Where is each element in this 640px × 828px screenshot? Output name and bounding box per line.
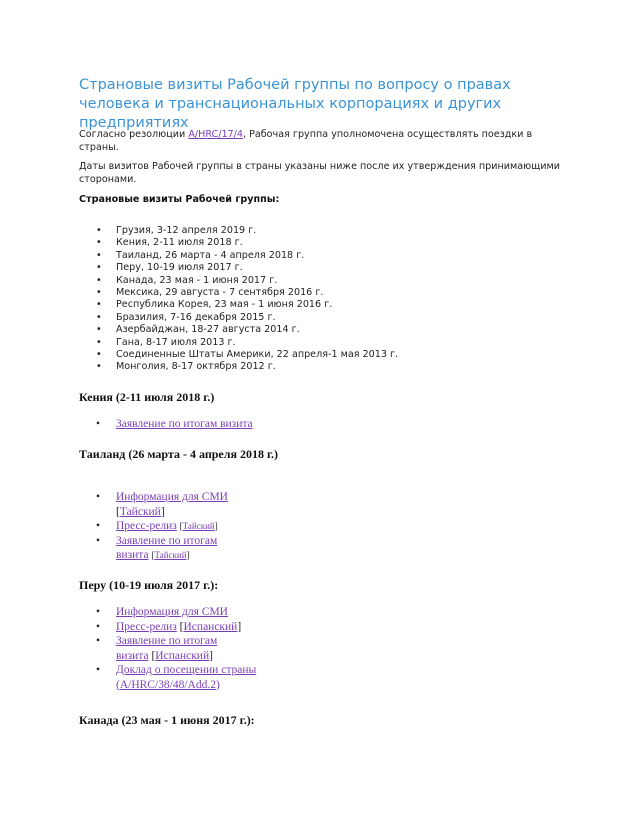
list-item: • Бразилия, 7-16 декабря 2015 г. <box>96 312 398 324</box>
list-item: • Канада, 23 мая - 1 июня 2017 г. <box>96 275 398 287</box>
list-item: • Монголия, 8-17 октября 2012 г. <box>96 361 398 373</box>
list-item: • Гана, 8-17 июля 2013 г. <box>96 337 398 349</box>
visits-list <box>96 225 398 374</box>
visits-heading: Страновые визиты Рабочей группы: <box>79 194 280 205</box>
list-item: • Заявление по итогам визита [Тайский] <box>96 534 236 563</box>
list-item: • Пресс-релиз [Испанский] <box>96 620 286 635</box>
list-item: • Пресс-релиз [Тайский] <box>96 519 236 534</box>
peru-statement-link[interactable]: Заявление по итогам визита <box>116 635 218 662</box>
dates-note: Даты визитов Рабочей группы в страны указаны ниже после их утверждения принимающими сторонами. <box>79 161 560 185</box>
peru-press-link[interactable]: Пресс-релиз <box>116 620 177 633</box>
kenya-statement-link[interactable]: Заявление по итогам визита <box>116 418 253 430</box>
list-item: • Информация для СМИ [Тайский] <box>96 490 236 519</box>
list-item: • Заявление по итогам визита [Испанский] <box>96 634 236 663</box>
thailand-media-link[interactable]: Информация для СМИ <box>116 491 228 503</box>
list-item <box>96 605 286 620</box>
canada-heading: Канада (23 мая - 1 июня 2017 г.): <box>79 713 255 727</box>
list-item: • Перу, 10-19 июля 2017 г. <box>96 262 398 274</box>
list-item: • Кения, 2-11 июля 2018 г. <box>96 237 398 249</box>
peru-media-link[interactable]: Информация для СМИ <box>116 606 228 618</box>
list-item: • Мексика, 29 августа - 7 сентября 2016 г. <box>96 287 398 299</box>
list-item <box>96 663 286 692</box>
intro-text-end: , Рабочая группа уполномочена осуществлять поездки в страны. <box>79 129 533 153</box>
kenya-links <box>96 417 296 432</box>
peru-statement-spanish-link[interactable]: Испанский <box>155 649 210 662</box>
kenya-heading: Кения (2-11 июля 2018 г.) <box>79 390 215 404</box>
peru-report-link[interactable]: Доклад о посещении страны (A/HRC/38/48/Add.2) <box>116 664 257 691</box>
page-title: Страновые визиты Рабочей группы по вопросу о правах человека и транснациональных корпорациях и других предприятиях <box>79 77 511 131</box>
list-item: • Азербайджан, 18-27 августа 2014 г. <box>96 324 398 336</box>
list-item: • Соединенные Штаты Америки, 22 апреля-1 мая 2013 г. <box>96 349 398 361</box>
peru-heading: Перу (10-19 июля 2017 г.): <box>79 578 219 592</box>
thailand-press-link[interactable]: Пресс-релиз <box>116 520 177 532</box>
thailand-statement-link[interactable]: Заявление по итогам визита <box>116 534 218 561</box>
peru-links <box>96 605 286 692</box>
list-item: • Грузия, 3-12 апреля 2019 г. <box>96 225 398 237</box>
intro-paragraph <box>79 128 569 154</box>
resolution-link[interactable]: A/HRC/17/4 <box>188 129 243 140</box>
thailand-statement-thai-link[interactable]: Тайский <box>154 550 187 560</box>
list-item <box>96 417 296 432</box>
intro-text: Согласно резолюции <box>79 129 189 140</box>
thailand-media-thai-link[interactable]: Тайский <box>119 505 161 518</box>
thailand-links <box>96 490 236 563</box>
thailand-heading: Таиланд (26 марта - 4 апреля 2018 г.) <box>79 447 279 461</box>
thailand-press-thai-link[interactable]: Тайский <box>182 521 215 531</box>
peru-press-spanish-link[interactable]: Испанский <box>183 620 238 633</box>
list-item: • Республика Корея, 23 мая - 1 июня 2016 г. <box>96 299 398 311</box>
list-item: • Таиланд, 26 марта - 4 апреля 2018 г. <box>96 250 398 262</box>
